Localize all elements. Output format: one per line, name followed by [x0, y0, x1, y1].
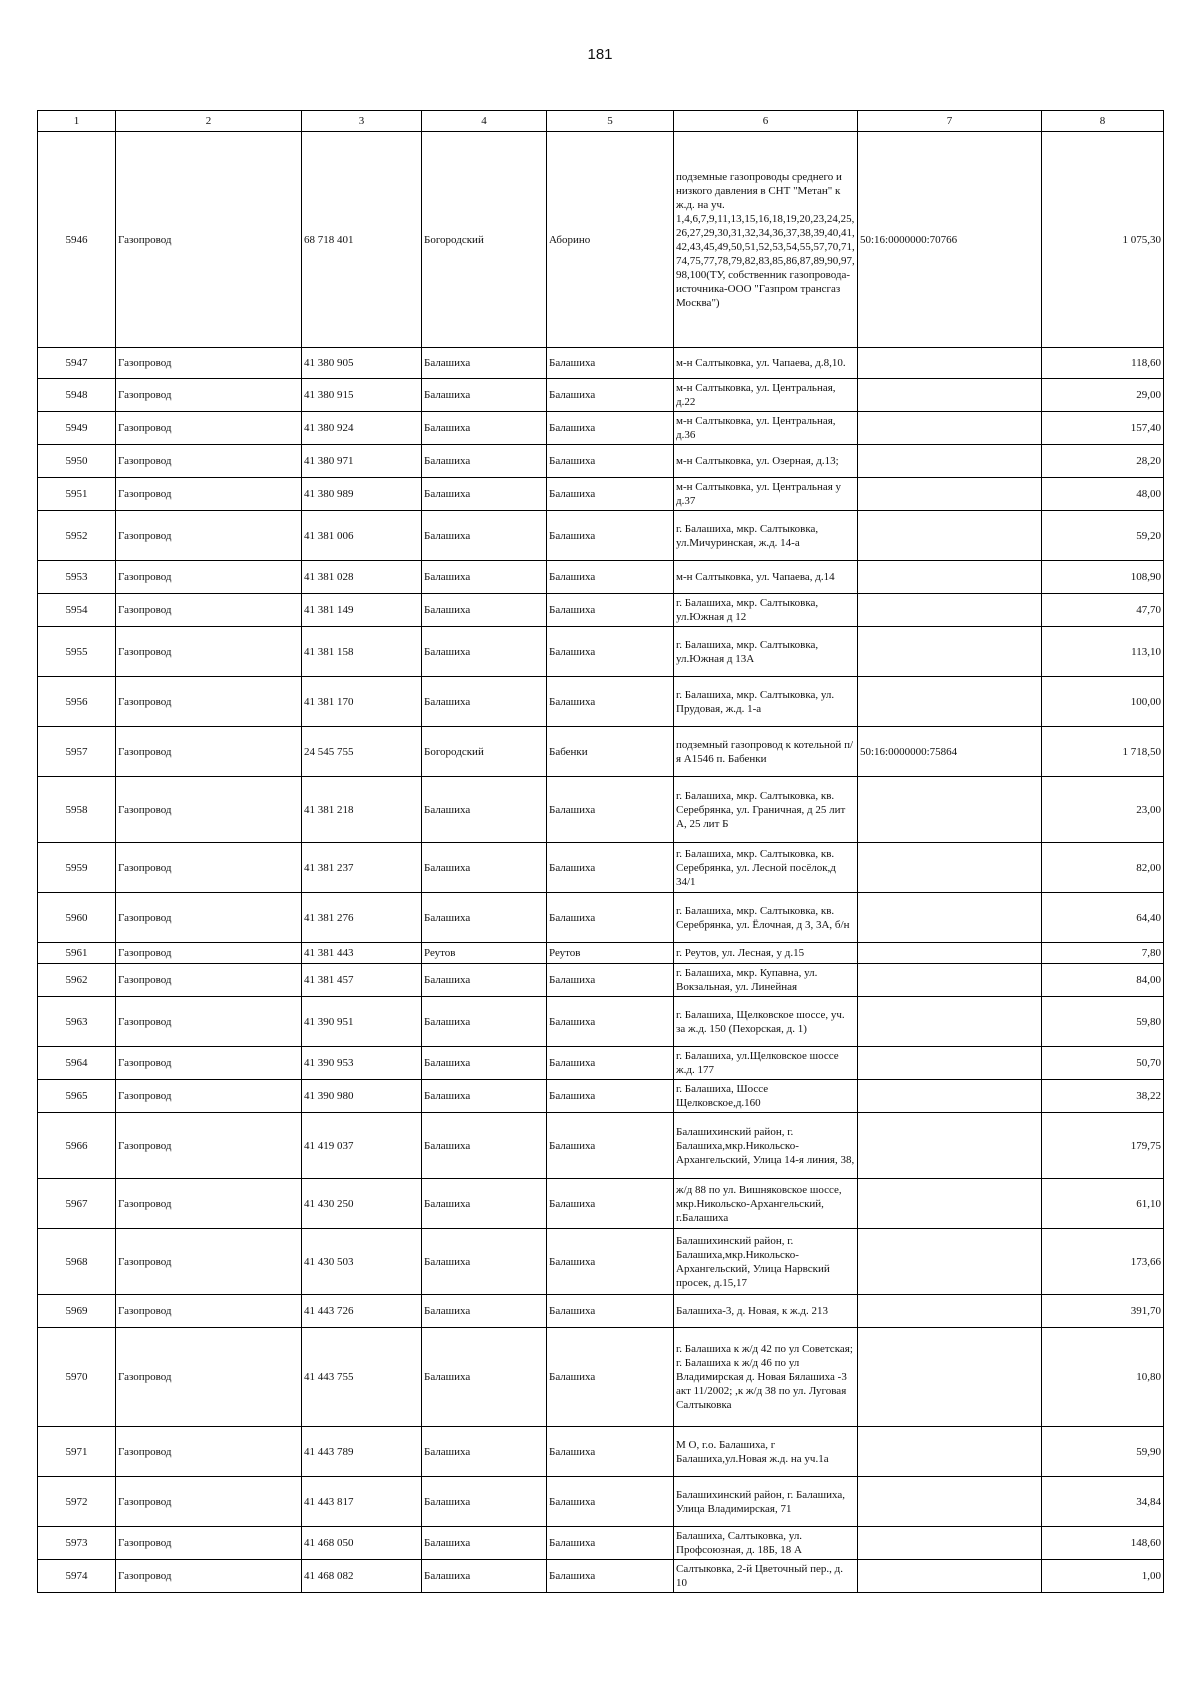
gas-pipeline-registry-table — [37, 110, 1164, 1593]
address-cell: г. Балашиха, мкр. Салтыковка, ул.Мичуринская, ж.д. 14-а — [674, 511, 858, 561]
district-cell: Балашиха — [422, 843, 547, 893]
code-cell: 41 381 006 — [302, 511, 422, 561]
table-row — [38, 777, 1164, 843]
cadastral-number-cell — [858, 1179, 1042, 1229]
locality-cell: Балашиха — [547, 964, 674, 997]
address-cell: Балашихинский район, г. Балашиха, Улица Владимирская, 71 — [674, 1477, 858, 1527]
table-row — [38, 594, 1164, 627]
column-number: 6 — [674, 111, 858, 132]
object-name-cell: Газопровод — [116, 445, 302, 478]
row-number-cell: 5960 — [38, 893, 116, 943]
locality-cell: Балашиха — [547, 1229, 674, 1295]
address-cell: г. Балашиха, мкр. Салтыковка, кв. Серебрянка, ул. Лесной посёлок,д 34/1 — [674, 843, 858, 893]
cadastral-number-cell — [858, 1113, 1042, 1179]
table-row — [38, 1179, 1164, 1229]
cadastral-number-cell — [858, 348, 1042, 379]
row-number-cell: 5963 — [38, 997, 116, 1047]
code-cell: 41 468 050 — [302, 1527, 422, 1560]
district-cell: Балашиха — [422, 627, 547, 677]
cadastral-number-cell — [858, 594, 1042, 627]
locality-cell: Балашиха — [547, 1179, 674, 1229]
address-cell: подземный газопровод к котельной п/я А1546 п. Бабенки — [674, 727, 858, 777]
table-row — [38, 412, 1164, 445]
row-number-cell: 5964 — [38, 1047, 116, 1080]
object-name-cell: Газопровод — [116, 1080, 302, 1113]
code-cell: 41 443 817 — [302, 1477, 422, 1527]
length-cell: 59,90 — [1042, 1427, 1164, 1477]
cadastral-number-cell — [858, 1229, 1042, 1295]
district-cell: Балашиха — [422, 893, 547, 943]
district-cell: Балашиха — [422, 445, 547, 478]
object-name-cell: Газопровод — [116, 379, 302, 412]
cadastral-number-cell — [858, 1527, 1042, 1560]
table-row — [38, 1080, 1164, 1113]
district-cell: Балашиха — [422, 997, 547, 1047]
object-name-cell: Газопровод — [116, 1477, 302, 1527]
code-cell: 41 430 250 — [302, 1179, 422, 1229]
address-cell: Балашиха-3, д. Новая, к ж.д. 213 — [674, 1295, 858, 1328]
object-name-cell: Газопровод — [116, 1047, 302, 1080]
locality-cell: Бабенки — [547, 727, 674, 777]
code-cell: 41 381 028 — [302, 561, 422, 594]
district-cell: Балашиха — [422, 777, 547, 843]
table-row — [38, 478, 1164, 511]
locality-cell: Балашиха — [547, 1427, 674, 1477]
district-cell: Балашиха — [422, 964, 547, 997]
object-name-cell: Газопровод — [116, 348, 302, 379]
address-cell: г. Балашиха, ул.Щелковское шоссе ж.д. 177 — [674, 1047, 858, 1080]
cadastral-number-cell — [858, 843, 1042, 893]
length-cell: 84,00 — [1042, 964, 1164, 997]
object-name-cell: Газопровод — [116, 1560, 302, 1593]
object-name-cell: Газопровод — [116, 1427, 302, 1477]
address-cell: м-н Салтыковка, ул. Чапаева, д.8,10. — [674, 348, 858, 379]
district-cell: Балашиха — [422, 1527, 547, 1560]
object-name-cell: Газопровод — [116, 677, 302, 727]
code-cell: 41 381 237 — [302, 843, 422, 893]
address-cell: подземные газопроводы среднего и низкого давления в СНТ "Метан" к ж.д. на уч. 1,4,6,7,9,11,13,15,16,18,19,20,23,24,25,26,27,29,30,31,32,34,36,37,38,39,40,41,42,43,45,49,50,51,52,53,54,55,57,70,71,74,75,77,78,79,82,83,85,86,87,89,90,97,98,100(ТУ, собственник газопровода-источника-ООО "Газпром трансгаз Москва") — [674, 132, 858, 348]
table-row — [38, 727, 1164, 777]
address-cell: г. Балашиха, Шоссе Щелковское,д.160 — [674, 1080, 858, 1113]
length-cell: 113,10 — [1042, 627, 1164, 677]
length-cell: 1,00 — [1042, 1560, 1164, 1593]
row-number-cell: 5967 — [38, 1179, 116, 1229]
column-number: 4 — [422, 111, 547, 132]
object-name-cell: Газопровод — [116, 478, 302, 511]
cadastral-number-cell: 50:16:0000000:70766 — [858, 132, 1042, 348]
code-cell: 24 545 755 — [302, 727, 422, 777]
row-number-cell: 5949 — [38, 412, 116, 445]
locality-cell: Балашиха — [547, 594, 674, 627]
table-row — [38, 132, 1164, 348]
object-name-cell: Газопровод — [116, 1179, 302, 1229]
cadastral-number-cell — [858, 1427, 1042, 1477]
locality-cell: Балашиха — [547, 478, 674, 511]
column-number: 8 — [1042, 111, 1164, 132]
address-cell: г. Балашиха, мкр. Салтыковка, кв. Серебрянка, ул. Граничная, д 25 лит А, 25 лит Б — [674, 777, 858, 843]
locality-cell: Балашиха — [547, 1328, 674, 1427]
locality-cell: Балашиха — [547, 561, 674, 594]
code-cell: 41 380 915 — [302, 379, 422, 412]
table-row — [38, 843, 1164, 893]
object-name-cell: Газопровод — [116, 627, 302, 677]
table-row — [38, 348, 1164, 379]
cadastral-number-cell — [858, 777, 1042, 843]
code-cell: 41 380 989 — [302, 478, 422, 511]
cadastral-number-cell — [858, 1560, 1042, 1593]
length-cell: 108,90 — [1042, 561, 1164, 594]
code-cell: 68 718 401 — [302, 132, 422, 348]
length-cell: 1 075,30 — [1042, 132, 1164, 348]
locality-cell: Балашиха — [547, 627, 674, 677]
code-cell: 41 380 924 — [302, 412, 422, 445]
locality-cell: Балашиха — [547, 1080, 674, 1113]
cadastral-number-cell — [858, 511, 1042, 561]
object-name-cell: Газопровод — [116, 594, 302, 627]
row-number-cell: 5961 — [38, 943, 116, 964]
district-cell: Балашиха — [422, 379, 547, 412]
table-row — [38, 1527, 1164, 1560]
table-row — [38, 893, 1164, 943]
row-number-cell: 5966 — [38, 1113, 116, 1179]
row-number-cell: 5968 — [38, 1229, 116, 1295]
table-row — [38, 943, 1164, 964]
code-cell: 41 419 037 — [302, 1113, 422, 1179]
object-name-cell: Газопровод — [116, 132, 302, 348]
locality-cell: Балашиха — [547, 445, 674, 478]
locality-cell: Балашиха — [547, 1295, 674, 1328]
district-cell: Богородский — [422, 727, 547, 777]
address-cell: Салтыковка, 2-й Цветочный пер., д. 10 — [674, 1560, 858, 1593]
row-number-cell: 5955 — [38, 627, 116, 677]
length-cell: 34,84 — [1042, 1477, 1164, 1527]
row-number-cell: 5956 — [38, 677, 116, 727]
address-cell: Балашихинский район, г. Балашиха,мкр.Никольско-Архангельский, Улица 14-я линия, 38, — [674, 1113, 858, 1179]
row-number-cell: 5950 — [38, 445, 116, 478]
length-cell: 28,20 — [1042, 445, 1164, 478]
cadastral-number-cell — [858, 561, 1042, 594]
column-number-row — [38, 111, 1164, 132]
address-cell: г. Реутов, ул. Лесная, у д.15 — [674, 943, 858, 964]
address-cell: г. Балашиха, мкр. Салтыковка, ул.Южная д 13А — [674, 627, 858, 677]
table-row — [38, 997, 1164, 1047]
row-number-cell: 5965 — [38, 1080, 116, 1113]
locality-cell: Балашиха — [547, 777, 674, 843]
length-cell: 10,80 — [1042, 1328, 1164, 1427]
district-cell: Балашиха — [422, 561, 547, 594]
address-cell: г. Балашиха, мкр. Купавна, ул. Вокзальная, ул. Линейная — [674, 964, 858, 997]
cadastral-number-cell — [858, 677, 1042, 727]
row-number-cell: 5974 — [38, 1560, 116, 1593]
object-name-cell: Газопровод — [116, 1229, 302, 1295]
code-cell: 41 380 971 — [302, 445, 422, 478]
table-row — [38, 561, 1164, 594]
code-cell: 41 381 276 — [302, 893, 422, 943]
district-cell: Балашиха — [422, 1179, 547, 1229]
address-cell: м-н Салтыковка, ул. Чапаева, д.14 — [674, 561, 858, 594]
address-cell: М О, г.о. Балашиха, г Балашиха,ул.Новая ж.д. на уч.1а — [674, 1427, 858, 1477]
length-cell: 29,00 — [1042, 379, 1164, 412]
column-number: 3 — [302, 111, 422, 132]
object-name-cell: Газопровод — [116, 412, 302, 445]
row-number-cell: 5971 — [38, 1427, 116, 1477]
code-cell: 41 390 953 — [302, 1047, 422, 1080]
row-number-cell: 5946 — [38, 132, 116, 348]
cadastral-number-cell — [858, 379, 1042, 412]
table-row — [38, 964, 1164, 997]
code-cell: 41 381 218 — [302, 777, 422, 843]
length-cell: 148,60 — [1042, 1527, 1164, 1560]
length-cell: 118,60 — [1042, 348, 1164, 379]
locality-cell: Балашиха — [547, 412, 674, 445]
row-number-cell: 5953 — [38, 561, 116, 594]
table-row — [38, 1229, 1164, 1295]
length-cell: 82,00 — [1042, 843, 1164, 893]
row-number-cell: 5947 — [38, 348, 116, 379]
code-cell: 41 381 457 — [302, 964, 422, 997]
length-cell: 38,22 — [1042, 1080, 1164, 1113]
table-row — [38, 1427, 1164, 1477]
cadastral-number-cell — [858, 1047, 1042, 1080]
cadastral-number-cell — [858, 943, 1042, 964]
locality-cell: Балашиха — [547, 1527, 674, 1560]
code-cell: 41 390 951 — [302, 997, 422, 1047]
length-cell: 1 718,50 — [1042, 727, 1164, 777]
district-cell: Балашиха — [422, 348, 547, 379]
cadastral-number-cell — [858, 1328, 1042, 1427]
district-cell: Богородский — [422, 132, 547, 348]
length-cell: 59,20 — [1042, 511, 1164, 561]
locality-cell: Балашиха — [547, 511, 674, 561]
address-cell: м-н Салтыковка, ул. Центральная у д.37 — [674, 478, 858, 511]
locality-cell: Балашиха — [547, 677, 674, 727]
row-number-cell: 5959 — [38, 843, 116, 893]
cadastral-number-cell: 50:16:0000000:75864 — [858, 727, 1042, 777]
object-name-cell: Газопровод — [116, 1527, 302, 1560]
object-name-cell: Газопровод — [116, 1113, 302, 1179]
row-number-cell: 5972 — [38, 1477, 116, 1527]
table-row — [38, 627, 1164, 677]
length-cell: 64,40 — [1042, 893, 1164, 943]
address-cell: м-н Салтыковка, ул. Озерная, д.13; — [674, 445, 858, 478]
length-cell: 48,00 — [1042, 478, 1164, 511]
length-cell: 61,10 — [1042, 1179, 1164, 1229]
row-number-cell: 5954 — [38, 594, 116, 627]
length-cell: 47,70 — [1042, 594, 1164, 627]
cadastral-number-cell — [858, 1080, 1042, 1113]
object-name-cell: Газопровод — [116, 777, 302, 843]
district-cell: Балашиха — [422, 511, 547, 561]
district-cell: Балашиха — [422, 677, 547, 727]
district-cell: Балашиха — [422, 478, 547, 511]
code-cell: 41 443 726 — [302, 1295, 422, 1328]
table-row — [38, 1295, 1164, 1328]
locality-cell: Балашиха — [547, 1113, 674, 1179]
table-row — [38, 1477, 1164, 1527]
row-number-cell: 5962 — [38, 964, 116, 997]
length-cell: 23,00 — [1042, 777, 1164, 843]
table-row — [38, 1047, 1164, 1080]
table-row — [38, 511, 1164, 561]
object-name-cell: Газопровод — [116, 943, 302, 964]
address-cell: ж/д 88 по ул. Вишняковское шоссе, мкр.Никольско-Архангельский, г.Балашиха — [674, 1179, 858, 1229]
table-row — [38, 677, 1164, 727]
district-cell: Балашиха — [422, 594, 547, 627]
code-cell: 41 390 980 — [302, 1080, 422, 1113]
cadastral-number-cell — [858, 997, 1042, 1047]
row-number-cell: 5970 — [38, 1328, 116, 1427]
code-cell: 41 443 755 — [302, 1328, 422, 1427]
locality-cell: Балашиха — [547, 1477, 674, 1527]
row-number-cell: 5969 — [38, 1295, 116, 1328]
address-cell: г. Балашиха, мкр. Салтыковка, ул.Южная д 12 — [674, 594, 858, 627]
object-name-cell: Газопровод — [116, 997, 302, 1047]
column-number: 7 — [858, 111, 1042, 132]
page-number: 181 — [587, 46, 613, 63]
length-cell: 50,70 — [1042, 1047, 1164, 1080]
object-name-cell: Газопровод — [116, 843, 302, 893]
cadastral-number-cell — [858, 445, 1042, 478]
cadastral-number-cell — [858, 627, 1042, 677]
district-cell: Балашиха — [422, 412, 547, 445]
object-name-cell: Газопровод — [116, 727, 302, 777]
object-name-cell: Газопровод — [116, 1328, 302, 1427]
row-number-cell: 5958 — [38, 777, 116, 843]
length-cell: 173,66 — [1042, 1229, 1164, 1295]
locality-cell: Реутов — [547, 943, 674, 964]
table-row — [38, 445, 1164, 478]
locality-cell: Аборино — [547, 132, 674, 348]
district-cell: Балашиха — [422, 1328, 547, 1427]
locality-cell: Балашиха — [547, 348, 674, 379]
address-cell: м-н Салтыковка, ул. Центральная, д.22 — [674, 379, 858, 412]
row-number-cell: 5951 — [38, 478, 116, 511]
table-row — [38, 1113, 1164, 1179]
district-cell: Реутов — [422, 943, 547, 964]
object-name-cell: Газопровод — [116, 964, 302, 997]
locality-cell: Балашиха — [547, 1047, 674, 1080]
address-cell: м-н Салтыковка, ул. Центральная, д.36 — [674, 412, 858, 445]
table-row — [38, 1328, 1164, 1427]
district-cell: Балашиха — [422, 1295, 547, 1328]
district-cell: Балашиха — [422, 1229, 547, 1295]
cadastral-number-cell — [858, 1295, 1042, 1328]
length-cell: 179,75 — [1042, 1113, 1164, 1179]
row-number-cell: 5973 — [38, 1527, 116, 1560]
length-cell: 100,00 — [1042, 677, 1164, 727]
code-cell: 41 381 158 — [302, 627, 422, 677]
address-cell: г. Балашиха, мкр. Салтыковка, кв. Серебрянка, ул. Ёлочная, д 3, 3А, б/н — [674, 893, 858, 943]
district-cell: Балашиха — [422, 1047, 547, 1080]
locality-cell: Балашиха — [547, 997, 674, 1047]
locality-cell: Балашиха — [547, 893, 674, 943]
code-cell: 41 380 905 — [302, 348, 422, 379]
length-cell: 59,80 — [1042, 997, 1164, 1047]
district-cell: Балашиха — [422, 1427, 547, 1477]
code-cell: 41 468 082 — [302, 1560, 422, 1593]
length-cell: 7,80 — [1042, 943, 1164, 964]
column-number: 2 — [116, 111, 302, 132]
district-cell: Балашиха — [422, 1080, 547, 1113]
code-cell: 41 443 789 — [302, 1427, 422, 1477]
address-cell: г. Балашиха, Щелковское шоссе, уч. за ж.д. 150 (Пехорская, д. 1) — [674, 997, 858, 1047]
address-cell: Балашиха, Салтыковка, ул. Профсоюзная, д. 18Б, 18 А — [674, 1527, 858, 1560]
object-name-cell: Газопровод — [116, 893, 302, 943]
cadastral-number-cell — [858, 964, 1042, 997]
length-cell: 391,70 — [1042, 1295, 1164, 1328]
district-cell: Балашиха — [422, 1477, 547, 1527]
code-cell: 41 430 503 — [302, 1229, 422, 1295]
address-cell: г. Балашиха к ж/д 42 по ул Советская; г. Балашиха к ж/д 46 по ул Владимирская д. Новая Бялашиха -3 акт 11/2002; ,к ж/д 38 по ул. Луговая Салтыковка — [674, 1328, 858, 1427]
locality-cell: Балашиха — [547, 843, 674, 893]
row-number-cell: 5957 — [38, 727, 116, 777]
column-number: 5 — [547, 111, 674, 132]
object-name-cell: Газопровод — [116, 511, 302, 561]
district-cell: Балашиха — [422, 1560, 547, 1593]
row-number-cell: 5952 — [38, 511, 116, 561]
cadastral-number-cell — [858, 893, 1042, 943]
cadastral-number-cell — [858, 412, 1042, 445]
locality-cell: Балашиха — [547, 1560, 674, 1593]
length-cell: 157,40 — [1042, 412, 1164, 445]
cadastral-number-cell — [858, 1477, 1042, 1527]
address-cell: Балашихинский район, г. Балашиха,мкр.Никольско-Архангельский, Улица Нарвский просек, д.15,17 — [674, 1229, 858, 1295]
table-row — [38, 1560, 1164, 1593]
cadastral-number-cell — [858, 478, 1042, 511]
address-cell: г. Балашиха, мкр. Салтыковка, ул. Прудовая, ж.д. 1-а — [674, 677, 858, 727]
code-cell: 41 381 170 — [302, 677, 422, 727]
object-name-cell: Газопровод — [116, 561, 302, 594]
object-name-cell: Газопровод — [116, 1295, 302, 1328]
code-cell: 41 381 443 — [302, 943, 422, 964]
code-cell: 41 381 149 — [302, 594, 422, 627]
row-number-cell: 5948 — [38, 379, 116, 412]
column-number: 1 — [38, 111, 116, 132]
district-cell: Балашиха — [422, 1113, 547, 1179]
locality-cell: Балашиха — [547, 379, 674, 412]
table-row — [38, 379, 1164, 412]
